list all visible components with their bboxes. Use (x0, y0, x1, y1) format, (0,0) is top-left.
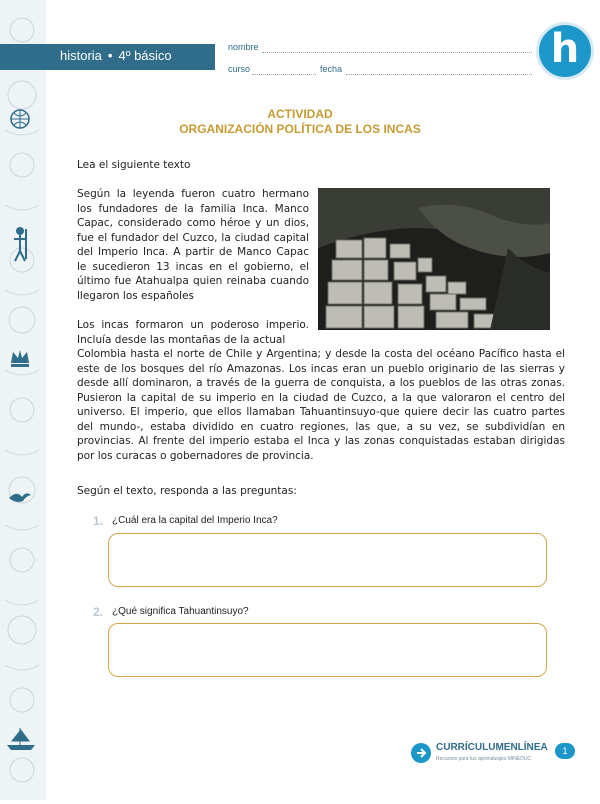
subject-header (60, 48, 172, 63)
questions-intro: Según el texto, responda a las preguntas: (77, 485, 297, 497)
question-1-text: ¿Cuál era la capital del Imperio Inca? (112, 515, 278, 526)
brand-logo: h (536, 22, 594, 80)
curriculum-logo-icon (410, 742, 432, 764)
answer-1-box[interactable] (108, 533, 547, 587)
separator-dot: • (107, 48, 113, 63)
paragraph-empire-start: Los incas formaron un poderoso imperio. Incluía desde las montañas de la actual (77, 319, 309, 346)
date-field[interactable] (346, 74, 532, 75)
name-label: nombre (228, 42, 259, 52)
curriculum-logo (410, 740, 548, 768)
answer-2-box[interactable] (108, 623, 547, 677)
stone-wall-image (318, 188, 550, 330)
ship-icon (4, 725, 38, 753)
page-number: 1 (555, 743, 575, 759)
paragraph-legend: Según la leyenda fueron cuatro hermano los fundadores de la familia Inca. Manco Capac, considerado como héroe y un dios, fue el fundador del Cuzco, la ciudad capital del Imperio Inca. A partir de Manco Capac le sucedieron 13 incas en el gobierno, el último fue Atahualpa quien reinaba cuando llegaron los españoles (77, 188, 309, 302)
activity-title: ACTIVIDAD (267, 107, 333, 121)
grade-label: 4º básico (118, 48, 172, 63)
name-field[interactable] (262, 52, 532, 53)
subject-label: historia (60, 48, 102, 63)
crown-icon (6, 343, 34, 371)
curriculum-tagline: Recursos para tus aprendizajes MINEDUC (436, 756, 532, 762)
intro-text: Lea el siguiente texto (77, 159, 191, 171)
course-label: curso (228, 64, 251, 74)
question-1-number: 1. (93, 514, 104, 528)
inca-ruins-photo (318, 188, 550, 330)
question-2-text: ¿Qué significa Tahuantinsuyo? (112, 606, 249, 617)
question-2-number: 2. (93, 605, 104, 619)
date-label: fecha (320, 64, 343, 74)
warrior-icon (6, 225, 34, 265)
curriculum-brand: CURRÍCULUMENLÍNEA (436, 742, 548, 753)
paragraph-empire: Colombia hasta el norte de Chile y Argentina; y desde la costa del océano Pacífico hasta el este de los bosques del río Amazonas. Los incas eran un pueblo originario de las sierras y desde allí dominaron, a través de la guerra de conquista, a los pueblos de las otras zonas. Pusieron la capital de su imperio en la ciudad de Cuzco, a la que valoraron el centro del universo. El imperio, que ellos llamaban Tahuantinsuyo-que quiere decir las cuatro partes del mundo-, estaba dividido en cuatro regiones, las que, a su vez, se subdividían en provincias. Al frente del imperio estaba el Inca y las zonas conquistadas estaban dirigidas por los curacas o gobernadores de provincia. (77, 348, 565, 462)
course-field[interactable] (252, 74, 316, 75)
activity-subtitle: ORGANIZACIÓN POLÍTICA DE LOS INCAS (179, 122, 421, 136)
bird-icon (6, 483, 34, 511)
